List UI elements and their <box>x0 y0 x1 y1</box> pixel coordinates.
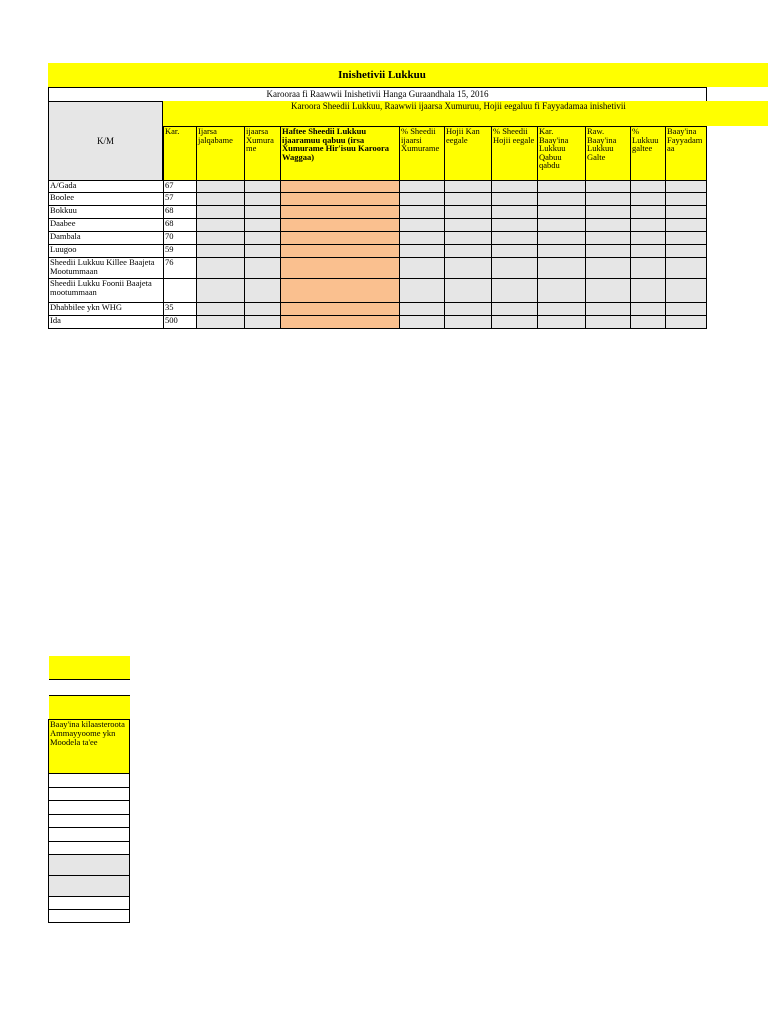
haftee-cell[interactable] <box>281 206 400 219</box>
data-cell[interactable] <box>586 232 631 245</box>
data-cell[interactable] <box>197 219 245 232</box>
data-cell[interactable] <box>245 279 281 303</box>
kar-cell[interactable]: 67 <box>164 181 197 193</box>
data-cell[interactable] <box>245 181 281 193</box>
data-cell[interactable] <box>586 219 631 232</box>
data-cell[interactable] <box>400 232 445 245</box>
data-cell[interactable] <box>445 219 492 232</box>
row-label-cell[interactable]: A/Gada <box>49 181 164 193</box>
table-row <box>49 303 707 316</box>
side-yellow-cell[interactable] <box>49 656 130 680</box>
data-cell[interactable] <box>538 258 586 279</box>
col-header[interactable]: Ijarsa jalqabame <box>197 127 245 181</box>
data-cell[interactable] <box>492 303 538 316</box>
row-label-cell[interactable]: Dhabbilee ykn WHG <box>49 303 164 316</box>
side-cell[interactable] <box>49 788 130 801</box>
data-cell[interactable] <box>400 303 445 316</box>
data-cell[interactable] <box>400 219 445 232</box>
table-row <box>49 206 707 219</box>
data-cell[interactable] <box>586 245 631 258</box>
data-cell[interactable] <box>445 316 492 329</box>
data-cell[interactable] <box>666 258 707 279</box>
data-cell[interactable] <box>538 193 586 206</box>
data-cell[interactable] <box>445 193 492 206</box>
data-cell[interactable] <box>197 258 245 279</box>
kar-cell[interactable] <box>164 279 197 303</box>
col-header[interactable]: Hojii Kan eegale <box>445 127 492 181</box>
data-cell[interactable] <box>586 181 631 193</box>
data-cell[interactable] <box>400 206 445 219</box>
data-cell[interactable] <box>586 316 631 329</box>
data-cell[interactable] <box>197 206 245 219</box>
table-row <box>49 316 707 329</box>
data-cell[interactable] <box>666 232 707 245</box>
data-cell[interactable] <box>538 303 586 316</box>
kar-cell[interactable]: 76 <box>164 258 197 279</box>
data-cell[interactable] <box>197 232 245 245</box>
row-label-cell[interactable]: Boolee <box>49 193 164 206</box>
data-cell[interactable] <box>445 245 492 258</box>
haftee-cell[interactable] <box>281 316 400 329</box>
haftee-cell[interactable] <box>281 279 400 303</box>
data-cell[interactable] <box>666 303 707 316</box>
side-cell[interactable] <box>49 842 130 855</box>
haftee-cell[interactable] <box>281 193 400 206</box>
table-row <box>49 245 707 258</box>
side-cell[interactable] <box>49 828 130 842</box>
data-cell[interactable] <box>400 245 445 258</box>
side-yellow-cell[interactable] <box>49 696 130 720</box>
data-cell[interactable] <box>538 316 586 329</box>
data-cell[interactable] <box>245 245 281 258</box>
data-cell[interactable] <box>197 181 245 193</box>
data-cell[interactable] <box>631 206 666 219</box>
data-cell[interactable] <box>538 279 586 303</box>
data-cell[interactable] <box>631 258 666 279</box>
data-cell[interactable] <box>445 303 492 316</box>
data-cell[interactable] <box>445 232 492 245</box>
kar-cell[interactable]: 35 <box>164 303 197 316</box>
data-cell[interactable] <box>400 279 445 303</box>
data-cell[interactable] <box>245 206 281 219</box>
data-cell[interactable] <box>400 316 445 329</box>
side-table <box>48 656 130 923</box>
haftee-cell[interactable] <box>281 258 400 279</box>
data-cell[interactable] <box>666 206 707 219</box>
side-blank-cell[interactable] <box>49 680 130 696</box>
data-cell[interactable] <box>538 219 586 232</box>
row-label-cell[interactable]: Sheedii Lukkuu Killee Baajeta Mootummaan <box>49 258 164 279</box>
side-cell[interactable] <box>49 774 130 788</box>
data-cell[interactable] <box>666 245 707 258</box>
data-cell[interactable] <box>586 279 631 303</box>
row-label-cell[interactable]: Dambala <box>49 232 164 245</box>
data-cell[interactable] <box>586 193 631 206</box>
data-cell[interactable] <box>445 279 492 303</box>
data-cell[interactable] <box>197 316 245 329</box>
data-cell[interactable] <box>538 232 586 245</box>
data-cell[interactable] <box>586 258 631 279</box>
data-cell[interactable] <box>538 181 586 193</box>
data-cell[interactable] <box>666 181 707 193</box>
table-row <box>49 258 707 279</box>
data-cell[interactable] <box>492 193 538 206</box>
row-label-cell[interactable]: Luugoo <box>49 245 164 258</box>
table-row <box>49 181 707 193</box>
group-header: Karoora Sheedii Lukkuu, Raawwii ijaarsa Xumuruu, Hojii eegaluu fi Fayyadamaa inishetivii <box>163 101 768 126</box>
col-header[interactable]: Kar. <box>164 127 197 181</box>
data-cell[interactable] <box>400 181 445 193</box>
kar-cell[interactable]: 500 <box>164 316 197 329</box>
data-cell[interactable] <box>631 279 666 303</box>
data-cell[interactable] <box>492 258 538 279</box>
data-cell[interactable] <box>245 258 281 279</box>
kar-cell[interactable]: 57 <box>164 193 197 206</box>
col-header[interactable]: % Sheedii ijaarsi Xumurame <box>400 127 445 181</box>
data-cell[interactable] <box>666 193 707 206</box>
side-cell[interactable] <box>49 876 130 897</box>
data-cell[interactable] <box>197 279 245 303</box>
data-cell[interactable] <box>445 258 492 279</box>
row-label-cell[interactable]: Bokkuu <box>49 206 164 219</box>
col-header[interactable]: % Lukkuu galtee <box>631 127 666 181</box>
kar-cell[interactable]: 68 <box>164 219 197 232</box>
report-subtitle: Karooraa fi Raawwii Inishetivii Hanga Guraandhala 15, 2016 <box>48 87 707 101</box>
data-cell[interactable] <box>631 303 666 316</box>
haftee-cell[interactable] <box>281 303 400 316</box>
data-cell[interactable] <box>666 316 707 329</box>
data-cell[interactable] <box>631 219 666 232</box>
data-cell[interactable] <box>492 279 538 303</box>
data-cell[interactable] <box>631 316 666 329</box>
data-cell[interactable] <box>445 206 492 219</box>
data-cell[interactable] <box>492 181 538 193</box>
col-header[interactable]: Haftee Sheedii Lukkuu ijaaramuu qabuu (irsa Xumurame Hir'isuu Karoora Waggaa) <box>281 127 400 181</box>
data-cell[interactable] <box>492 219 538 232</box>
table-row <box>49 193 707 206</box>
data-cell[interactable] <box>631 193 666 206</box>
main-table <box>48 126 707 329</box>
data-cell[interactable] <box>538 206 586 219</box>
data-cell[interactable] <box>492 245 538 258</box>
data-cell[interactable] <box>197 193 245 206</box>
kar-cell[interactable]: 59 <box>164 245 197 258</box>
data-cell[interactable] <box>245 316 281 329</box>
data-cell[interactable] <box>197 245 245 258</box>
haftee-cell[interactable] <box>281 245 400 258</box>
data-cell[interactable] <box>631 232 666 245</box>
data-cell[interactable] <box>445 181 492 193</box>
data-cell[interactable] <box>245 219 281 232</box>
col-header[interactable]: ijaarsa Xumura me <box>245 127 281 181</box>
page-title: Inishetivii Lukkuu <box>48 63 768 87</box>
data-cell[interactable] <box>245 193 281 206</box>
haftee-cell[interactable] <box>281 232 400 245</box>
data-cell[interactable] <box>586 303 631 316</box>
row-label-cell[interactable]: Sheedii Lukku Foonii Baajeta mootummaan <box>49 279 164 303</box>
table-row <box>49 279 707 303</box>
row-label-cell[interactable]: Daabee <box>49 219 164 232</box>
col-header[interactable]: Baay'ina Fayyadam aa <box>666 127 707 181</box>
haftee-cell[interactable] <box>281 181 400 193</box>
side-header-cell[interactable]: Baay'ina kilaasteroota Ammayyoome ykn Moodela ta'ee <box>49 720 130 774</box>
col-header[interactable]: % Sheedii Hojii eegale <box>492 127 538 181</box>
table-row <box>49 219 707 232</box>
km-spacer <box>49 127 164 181</box>
data-cell[interactable] <box>400 193 445 206</box>
data-cell[interactable] <box>492 206 538 219</box>
side-cell[interactable] <box>49 815 130 828</box>
data-cell[interactable] <box>197 303 245 316</box>
side-cell[interactable] <box>49 855 130 876</box>
side-cell[interactable] <box>49 897 130 910</box>
side-cell[interactable] <box>49 910 130 923</box>
data-cell[interactable] <box>245 303 281 316</box>
table-row <box>49 232 707 245</box>
side-cell[interactable] <box>49 801 130 815</box>
data-cell[interactable] <box>400 258 445 279</box>
column-header-row <box>49 127 707 181</box>
col-header[interactable]: Kar. Baay'ina Lukkuu Qabuu qabdu <box>538 127 586 181</box>
data-cell[interactable] <box>666 279 707 303</box>
col-header[interactable]: Raw. Baay'ina Lukkuu Galte <box>586 127 631 181</box>
km-label: K/M <box>96 136 114 146</box>
data-cell[interactable] <box>492 232 538 245</box>
data-cell[interactable] <box>666 219 707 232</box>
haftee-cell[interactable] <box>281 219 400 232</box>
kar-cell[interactable]: 70 <box>164 232 197 245</box>
kar-cell[interactable]: 68 <box>164 206 197 219</box>
data-cell[interactable] <box>245 232 281 245</box>
data-cell[interactable] <box>586 206 631 219</box>
data-cell[interactable] <box>631 245 666 258</box>
data-cell[interactable] <box>631 181 666 193</box>
row-label-cell[interactable]: Ida <box>49 316 164 329</box>
data-cell[interactable] <box>492 316 538 329</box>
data-cell[interactable] <box>538 245 586 258</box>
